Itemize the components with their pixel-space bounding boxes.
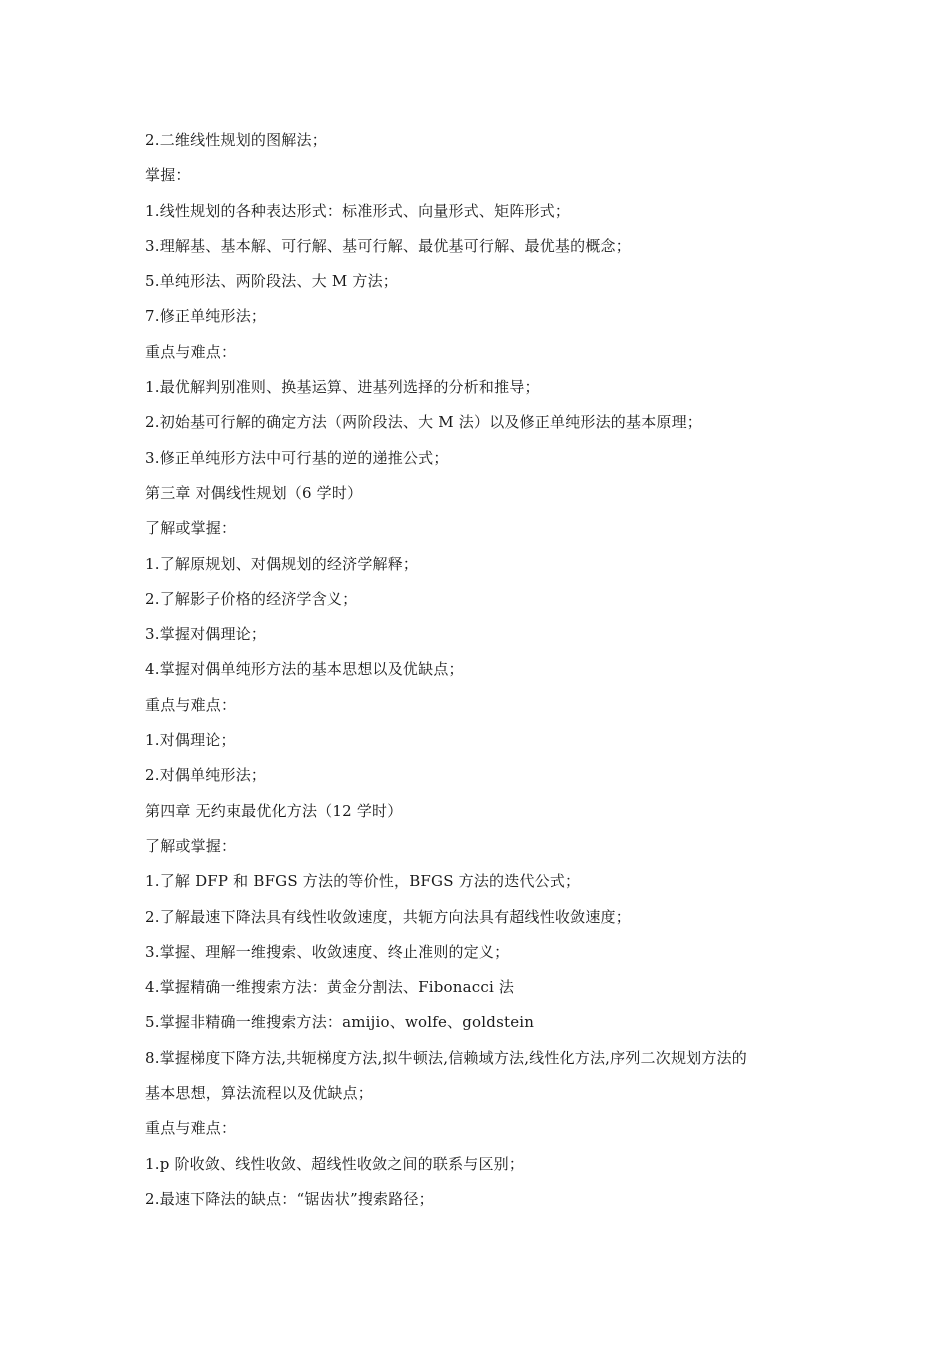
chapter-heading-4: 第四章 无约束最优化方法（12 学时） [145,801,403,820]
text-line-15: 3.掌握对偶理论； [145,625,267,644]
text-line-12: 了解或掌握： [145,519,237,538]
text-line-1: 2.二维线性规划的图解法； [145,131,327,149]
text-line-21: 了解或掌握： [145,836,237,855]
text-line-8: 1.最优解判别准则、换基运算、进基列选择的分析和推导； [145,378,540,397]
text-line-31: 2.最速下降法的缺点：“锯齿状”搜索路径； [145,1189,434,1208]
text-line-23: 2.了解最速下降法具有线性收敛速度，共轭方向法具有超线性收敛速度； [145,907,631,926]
text-line-4: 3.理解基、基本解、可行解、基可行解、最优基可行解、最优基的概念； [145,236,631,255]
document-body [145,123,825,1217]
text-line-2: 掌握： [145,166,191,185]
text-line-6: 7.修正单纯形法； [145,307,267,326]
text-line-16: 4.掌握对偶单纯形方法的基本思想以及优缺点； [145,660,464,679]
text-line-26: 5.掌握非精确一维搜索方法：amijio、wolfe、goldstein [145,1013,535,1032]
text-line-29: 重点与难点： [145,1119,237,1138]
text-line-14: 2.了解影子价格的经济学含义； [145,589,358,608]
text-line-24: 3.掌握、理解一维搜索、收敛速度、终止准则的定义； [145,942,510,961]
text-line-5: 5.单纯形法、两阶段法、大 M 方法； [145,272,399,291]
text-line-19: 2.对偶单纯形法； [145,766,267,785]
text-line-17: 重点与难点： [145,695,237,714]
text-line-3: 1.线性规划的各种表达形式：标准形式、向量形式、矩阵形式； [145,201,571,220]
text-line-13: 1.了解原规划、对偶规划的经济学解释； [145,554,419,573]
text-line-25: 4.掌握精确一维搜索方法：黄金分割法、Fibonacci 法 [145,978,515,997]
chapter-heading-3: 第三章 对偶线性规划（6 学时） [145,483,363,502]
text-line-10: 3.修正单纯形方法中可行基的逆的递推公式； [145,448,449,467]
text-line-7: 重点与难点： [145,342,237,361]
text-line-30: 1.p 阶收敛、线性收敛、超线性收敛之间的联系与区别； [145,1154,525,1173]
text-line-18: 1.对偶理论； [145,731,236,750]
text-line-28: 基本思想，算法流程以及优缺点； [145,1084,374,1103]
text-line-9: 2.初始基可行解的确定方法（两阶段法、大 M 法）以及修正单纯形法的基本原理； [145,413,703,432]
text-line-27: 8.掌握梯度下降方法,共轭梯度方法,拟牛顿法,信赖域方法,线性化方法,序列二次规划方法的 [145,1048,747,1067]
text-line-22: 1.了解 DFP 和 BFGS 方法的等价性，BFGS 方法的迭代公式； [145,872,581,891]
